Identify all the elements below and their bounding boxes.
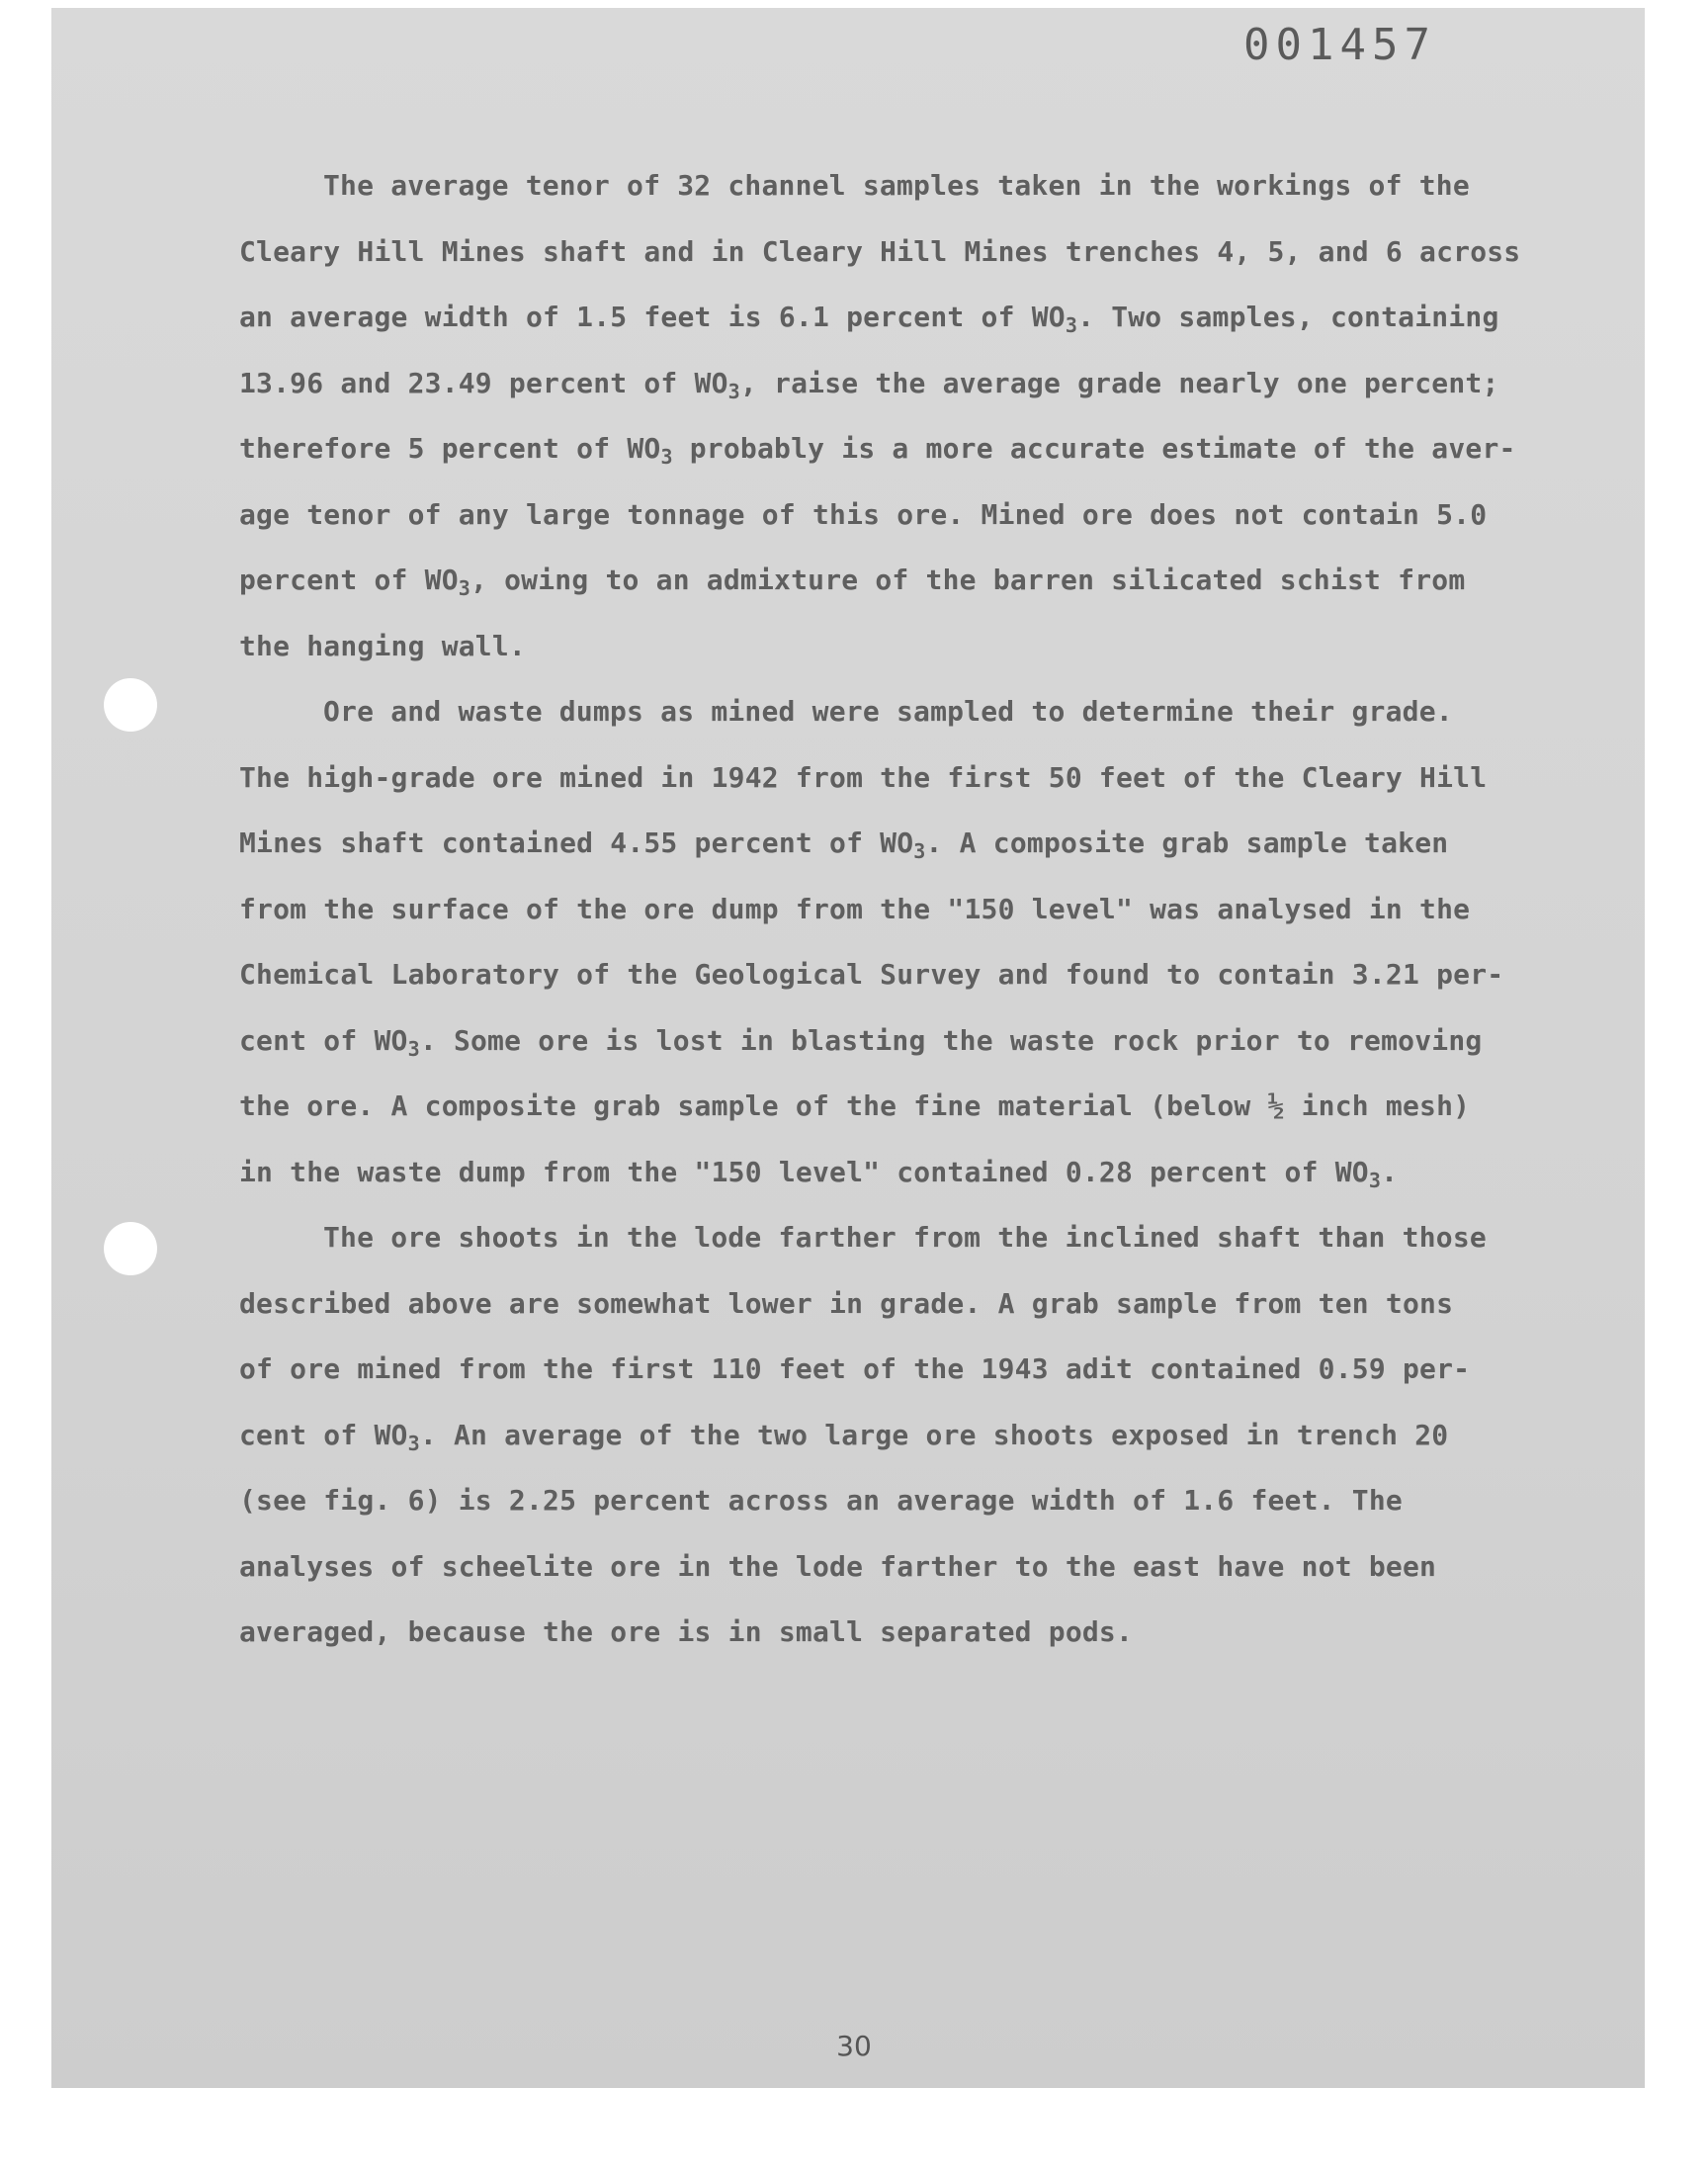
- document-number: 001457: [1243, 20, 1436, 70]
- text-line-main: Ore and waste dumps as mined were sampled to determine their grade.: [323, 695, 1453, 728]
- text-line-tail: .: [1381, 1155, 1399, 1188]
- text-line-main: Cleary Hill Mines shaft and in Cleary Hill Mines trenches 4, 5, and 6 across: [239, 234, 1521, 268]
- text-line-main: The average tenor of 32 channel samples taken in the workings of the: [323, 169, 1470, 202]
- subscript: 3: [407, 1036, 420, 1061]
- subscript: 3: [458, 576, 470, 600]
- subscript: 3: [407, 1431, 420, 1455]
- text-line-tail: . An average of the two large ore shoots exposed in trench 20: [419, 1418, 1449, 1451]
- text-line: [239, 1337, 1504, 1403]
- text-line: [239, 1534, 1504, 1601]
- body-text: [239, 153, 1521, 1666]
- subscript: 3: [660, 445, 673, 469]
- text-line-tail: , owing to an admixture of the barren silicated schist from: [470, 564, 1466, 596]
- text-line-main: averaged, because the ore is in small separated pods.: [239, 1615, 1134, 1648]
- text-line: [239, 811, 1504, 877]
- text-line: [239, 482, 1504, 549]
- subscript: 3: [1065, 313, 1078, 337]
- text-line: [239, 1271, 1504, 1338]
- text-line-main: cent of WO: [239, 1023, 408, 1057]
- text-line: [239, 285, 1504, 351]
- text-line: [239, 219, 1521, 286]
- text-line-tail: . Two samples, containing: [1077, 301, 1499, 333]
- text-line-main: Chemical Laboratory of the Geological Survey and found to contain 3.21 per-: [239, 958, 1504, 991]
- text-line-main: therefore 5 percent of WO: [239, 432, 661, 465]
- text-line-tail: . Some ore is lost in blasting the waste rock prior to removing: [419, 1023, 1483, 1057]
- text-line: [239, 1008, 1504, 1075]
- text-line: [239, 942, 1504, 1008]
- text-line-tail: probably is a more accurate estimate of the aver-: [672, 432, 1516, 465]
- punch-hole-upper: [104, 678, 157, 732]
- punch-hole-lower: [104, 1222, 157, 1275]
- text-line-tail: , raise the average grade nearly one percent;: [739, 366, 1499, 399]
- text-line: [239, 1205, 1504, 1271]
- text-line: [239, 548, 1504, 614]
- text-line: [239, 1600, 1504, 1666]
- text-line-main: of ore mined from the first 110 feet of the 1943 adit contained 0.59 per-: [239, 1352, 1471, 1385]
- text-line-main: the ore. A composite grab sample of the fine material (below ½ inch mesh): [239, 1089, 1471, 1122]
- text-line-main: The ore shoots in the lode farther from the inclined shaft than those: [323, 1221, 1487, 1254]
- text-line-main: in the waste dump from the "150 level" contained 0.28 percent of WO: [239, 1155, 1369, 1188]
- subscript: 3: [913, 839, 926, 863]
- text-line-main: from the surface of the ore dump from the "150 level" was analysed in the: [239, 892, 1471, 925]
- text-line: [239, 1403, 1504, 1469]
- page-number: 30: [836, 2030, 872, 2062]
- text-line-main: The high-grade ore mined in 1942 from the first 50 feet of the Cleary Hill: [239, 760, 1488, 794]
- text-line-main: described above are somewhat lower in grade. A grab sample from ten tons: [239, 1286, 1454, 1320]
- text-line: [239, 745, 1504, 812]
- text-line: [239, 416, 1516, 482]
- text-line: [239, 679, 1504, 745]
- subscript: 3: [727, 379, 740, 403]
- text-line-main: cent of WO: [239, 1418, 408, 1451]
- text-line-main: an average width of 1.5 feet is 6.1 percent of WO: [239, 301, 1066, 333]
- text-line-main: 13.96 and 23.49 percent of WO: [239, 366, 728, 399]
- text-line: [239, 877, 1504, 943]
- text-line: [239, 1140, 1504, 1206]
- text-line-main: Mines shaft contained 4.55 percent of WO: [239, 826, 914, 859]
- text-line-main: age tenor of any large tonnage of this ore. Mined ore does not contain 5.0: [239, 497, 1488, 531]
- text-line: [239, 614, 1504, 680]
- text-line-main: percent of WO: [239, 564, 459, 596]
- text-line-tail: . A composite grab sample taken: [925, 826, 1449, 859]
- text-line: [239, 1074, 1504, 1140]
- text-line: [239, 1468, 1504, 1534]
- text-line: [239, 153, 1504, 219]
- text-line-main: (see fig. 6) is 2.25 percent across an average width of 1.6 feet. The: [239, 1484, 1403, 1517]
- text-line: [239, 351, 1504, 417]
- text-line-main: analyses of scheelite ore in the lode farther to the east have not been: [239, 1549, 1437, 1583]
- text-line-main: the hanging wall.: [239, 629, 526, 662]
- subscript: 3: [1368, 1168, 1382, 1192]
